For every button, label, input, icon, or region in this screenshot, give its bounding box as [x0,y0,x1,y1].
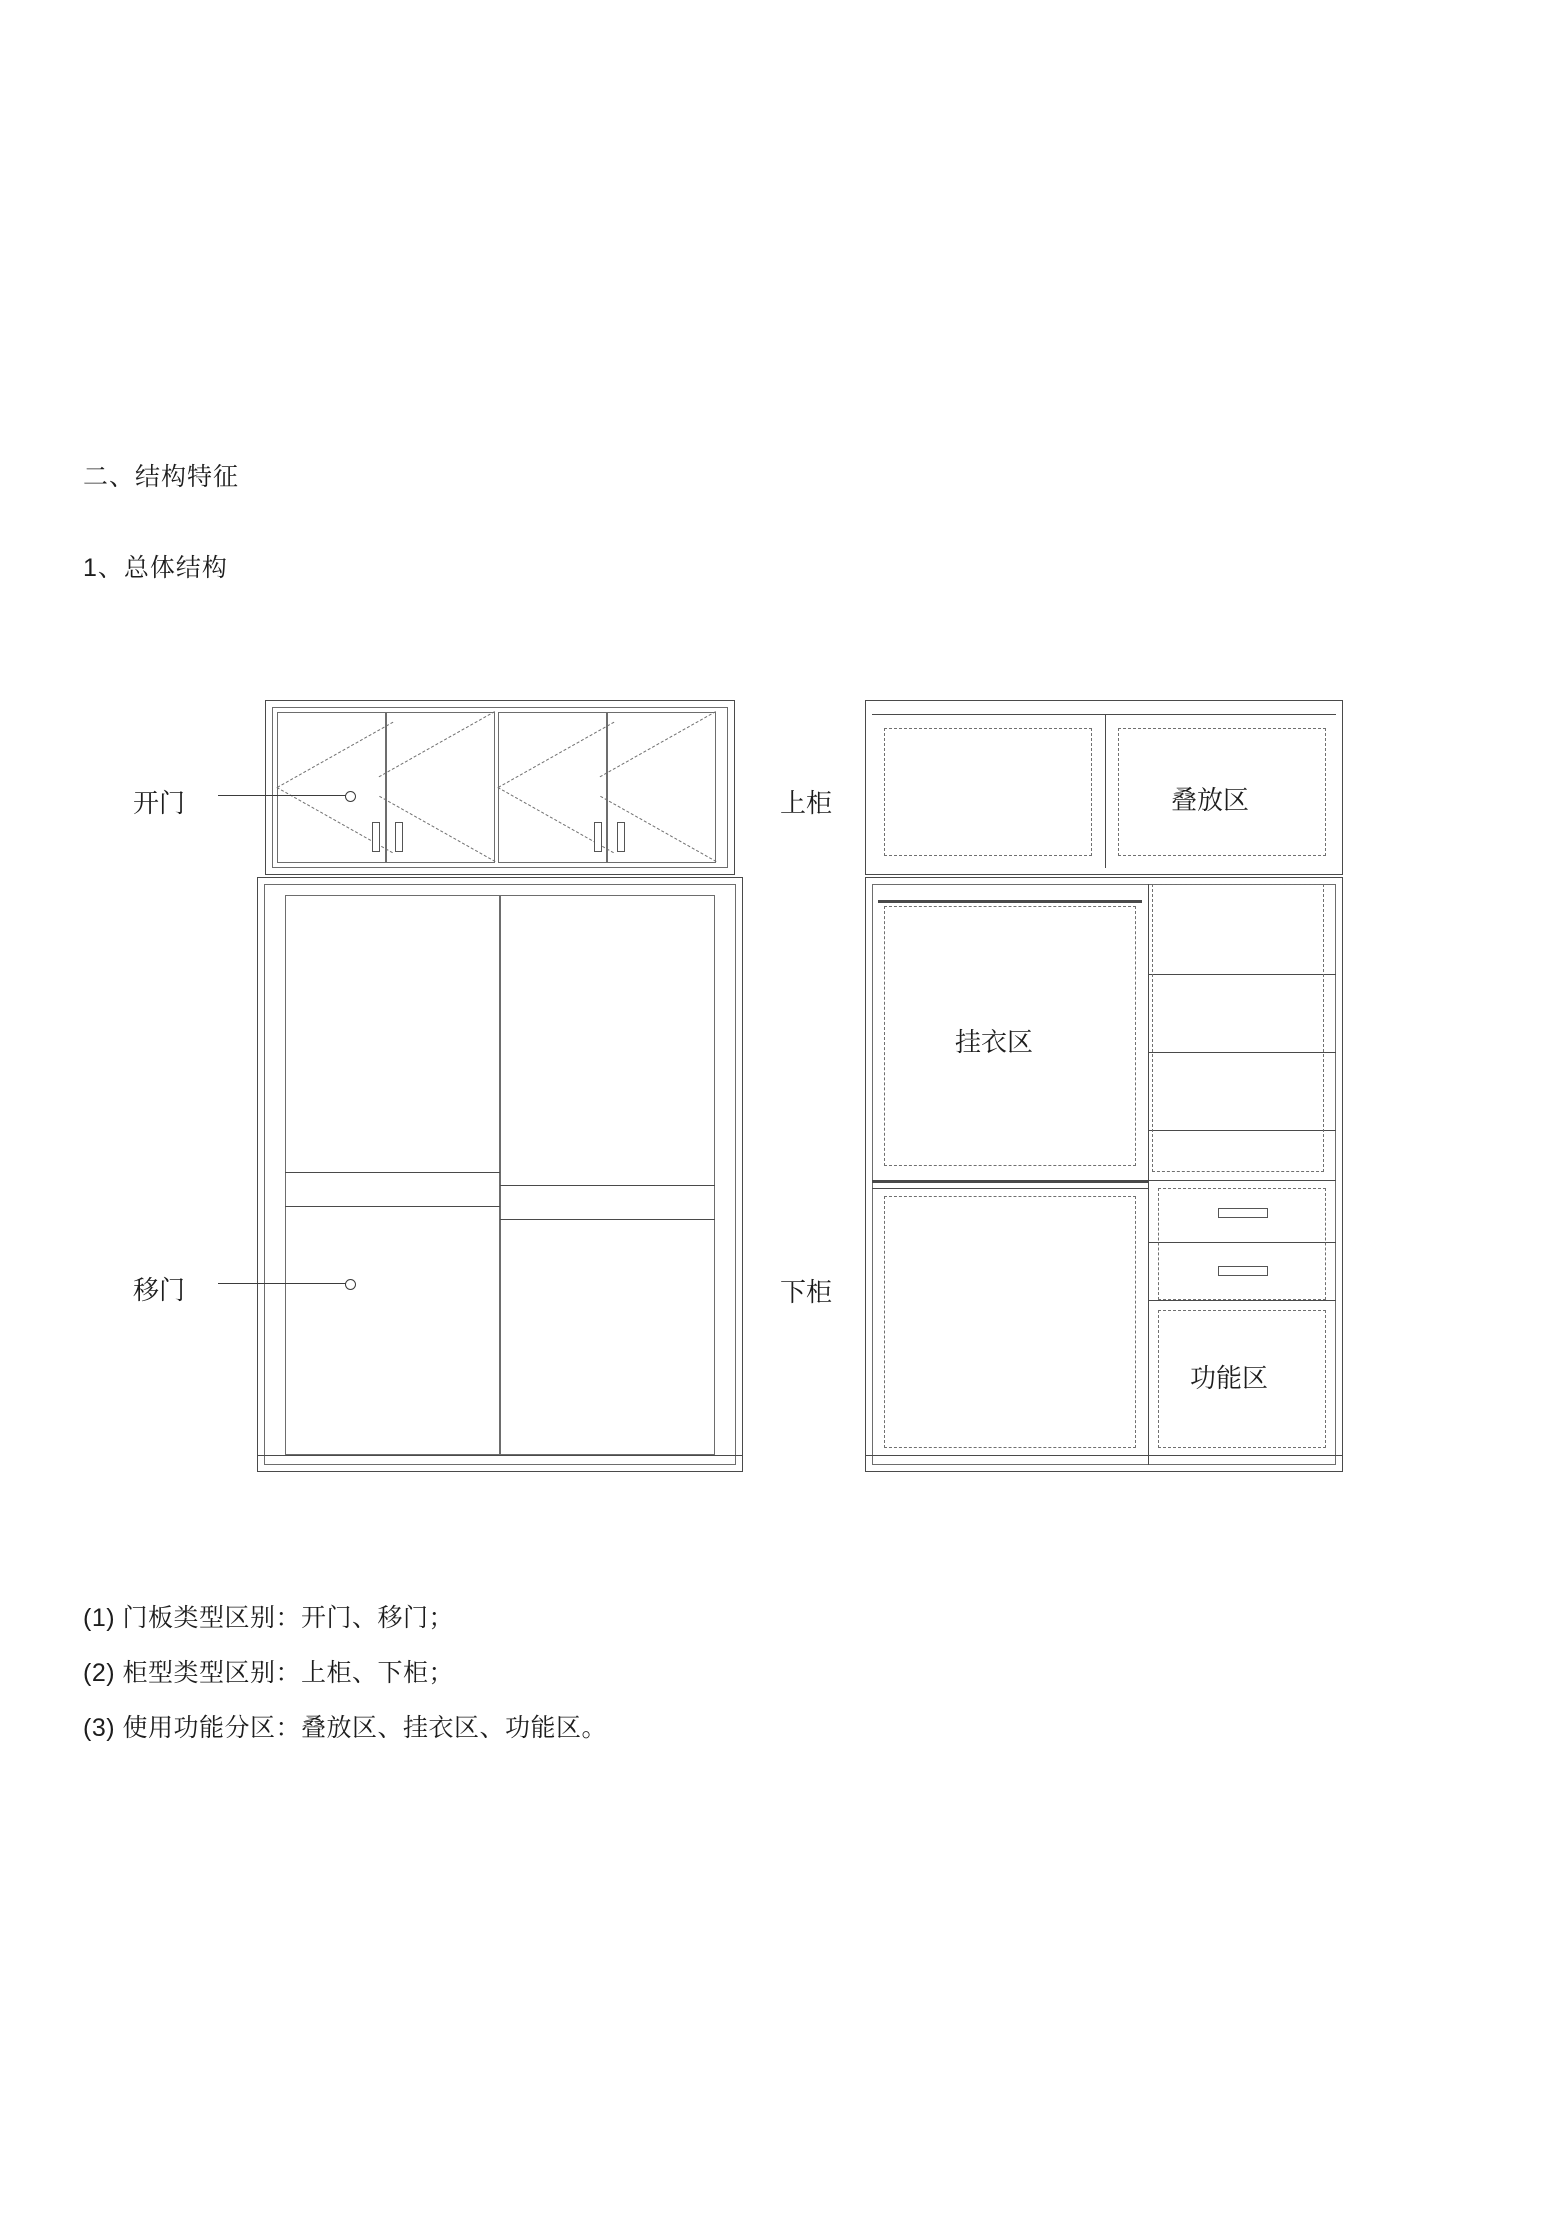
callout-label-kaimen: 开门 [133,788,186,818]
callout-leader-yimen [218,1283,346,1284]
lower-left-compartment-dashed [884,1196,1136,1448]
upper-door-handle-1[interactable] [372,822,380,852]
upper-door-handle-2[interactable] [395,822,403,852]
right-upper-top-shelf-line [872,714,1336,715]
drawer-handle-2[interactable] [1218,1266,1268,1276]
drawer-handle-1[interactable] [1218,1208,1268,1218]
lower-left-divider-line [872,1188,1148,1189]
sliding-door-right[interactable] [500,895,715,1455]
lower-right-divider-line [1148,1180,1336,1181]
lower-cabinet-plinth-line [257,1455,743,1456]
right-cabinet-plinth-line [865,1455,1343,1456]
callout-dot-yimen [345,1279,356,1290]
callout-label-shanggui: 上柜 [780,788,833,818]
drawer-group-dashed [1158,1188,1326,1300]
right-upper-divider [1105,714,1106,868]
callout-label-xiagui: 下柜 [780,1277,833,1307]
section-heading: 二、结构特征 [83,463,240,491]
sliding-door-left-rail-bottom [285,1206,500,1207]
callout-dot-kaimen [345,791,356,802]
sliding-door-right-rail-bottom [500,1219,715,1220]
upper-left-compartment-dashed [884,728,1092,856]
note-line-2: (2) 柜型类型区别：上柜、下柜； [83,1659,455,1687]
hanging-rod [878,900,1142,903]
sliding-door-left-rail-top [285,1172,500,1173]
zone-label-gongnengqu: 功能区 [1190,1363,1269,1393]
upper-door-handle-4[interactable] [617,822,625,852]
sliding-door-right-rail-top [500,1185,715,1186]
sliding-door-left[interactable] [285,895,500,1455]
zone-label-guayiqu: 挂衣区 [955,1027,1034,1057]
zone-label-diefangqu: 叠放区 [1171,785,1250,815]
upper-door-handle-3[interactable] [594,822,602,852]
callout-label-yimen: 移门 [133,1275,186,1305]
right-lower-vertical-divider [1148,884,1149,1465]
drawer-divider-2 [1148,1300,1336,1301]
note-line-3: (3) 使用功能分区：叠放区、挂衣区、功能区。 [83,1714,608,1742]
callout-leader-kaimen [218,795,346,796]
sub-heading: 1、总体结构 [83,554,228,582]
note-line-1: (1) 门板类型区别：开门、移门； [83,1604,455,1632]
right-shelf-zone-dashed [1152,884,1324,1172]
lower-left-divider-rail [872,1180,1148,1183]
